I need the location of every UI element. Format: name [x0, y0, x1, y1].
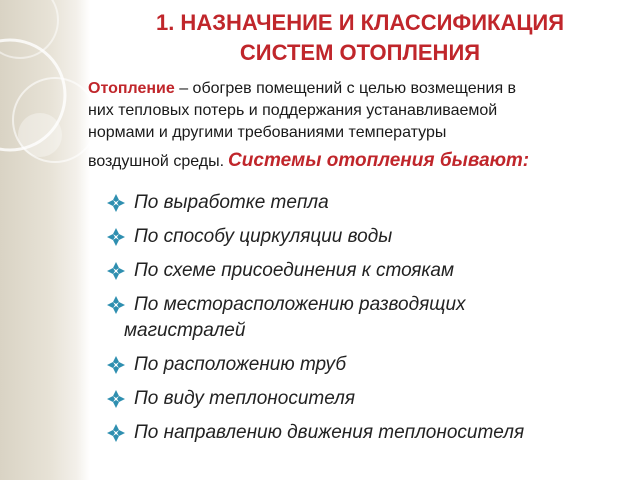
- list-item: [106, 352, 626, 378]
- diamond-flower-bullet-icon: [106, 389, 126, 409]
- definition-line-3: нормами и другими требованиями температуры: [88, 124, 447, 141]
- title-line-2: СИСТЕМ ОТОПЛЕНИЯ: [239, 40, 481, 65]
- definition-line-1: [88, 78, 633, 100]
- definition-term: Отопление: [88, 80, 175, 97]
- list-item-text-continued: магистралей: [124, 320, 246, 341]
- list-item: [106, 190, 626, 216]
- definition-line-1-rest: – обогрев помещений с целью возмещения в: [174, 80, 517, 97]
- title-line-1: 1. НАЗНАЧЕНИЕ И КЛАССИФИКАЦИЯ: [155, 10, 565, 35]
- decorative-left-band: [0, 0, 90, 480]
- classification-list: [106, 190, 626, 454]
- definition-line-4: [88, 150, 633, 173]
- diamond-flower-bullet-icon: [106, 261, 126, 281]
- systems-heading: Системы отопления бывают:: [228, 150, 530, 171]
- diamond-flower-bullet-icon: [106, 295, 126, 315]
- list-item-text: По выработке тепла: [134, 192, 329, 213]
- list-item: [106, 420, 626, 446]
- definition-line-4-text: воздушной среды.: [88, 153, 225, 170]
- definition-line-2: них тепловых потерь и поддержания устанавливаемой: [88, 102, 498, 119]
- list-item: [106, 224, 626, 250]
- definition-paragraph: [88, 78, 633, 173]
- decorative-circles: [0, 0, 90, 480]
- list-item-text: По виду теплоносителя: [134, 388, 356, 409]
- list-item-text: По направлению движения теплоносителя: [134, 422, 525, 443]
- list-item: [106, 386, 626, 412]
- diamond-flower-bullet-icon: [106, 355, 126, 375]
- list-item: [106, 258, 626, 284]
- list-item-text: По месторасположению разводящих: [134, 294, 466, 315]
- page-title: [100, 8, 620, 68]
- list-item-text: По схеме присоединения к стоякам: [134, 260, 454, 281]
- diamond-flower-bullet-icon: [106, 193, 126, 213]
- list-item-text: По способу циркуляции воды: [134, 226, 393, 247]
- diamond-flower-bullet-icon: [106, 227, 126, 247]
- list-item-text: По расположению труб: [134, 354, 347, 375]
- list-item: [106, 292, 626, 344]
- diamond-flower-bullet-icon: [106, 423, 126, 443]
